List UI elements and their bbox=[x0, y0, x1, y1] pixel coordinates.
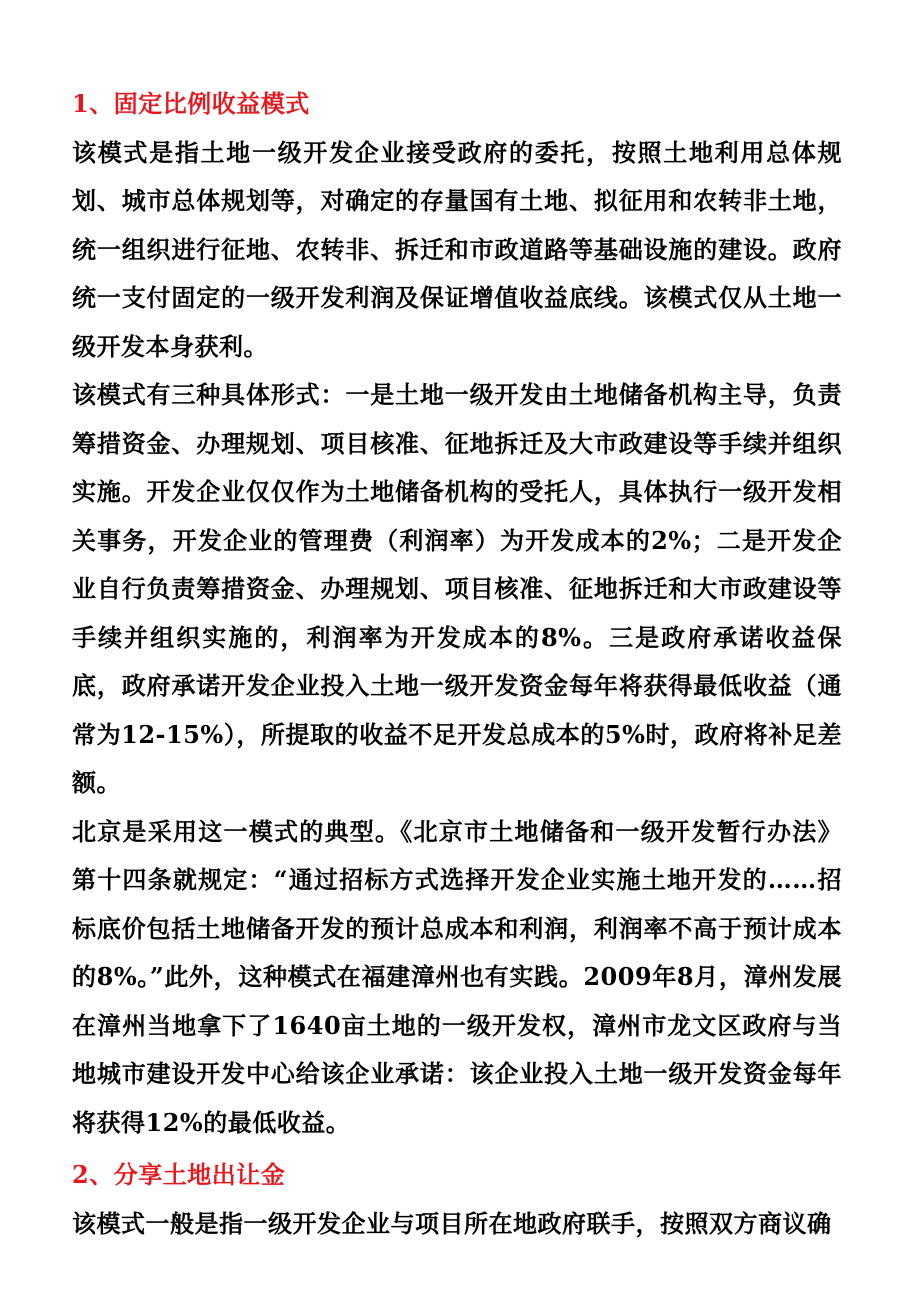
paragraph-4: 该模式一般是指一级开发企业与项目所在地政府联手，按照双方商议确 bbox=[72, 1208, 832, 1238]
paragraph-3: 北京是采用这一模式的典型。《北京市土地储备和一级开发暂行办法》第十四条就规定：“通过招标方式选择开发企业实施土地开发的……招标底价包括土地储备开发的预计总成本和利润，利润率不高于预计成本的8%。”此外，这种模式在福建漳州也有实践。2009年8月，漳州发展在漳州当地拿下了1640亩土地的一级开发权，漳州市龙文区政府与当地城市建设开发中心给该企业承诺：该企业投入土地一级开发资金每年将获得12%的最低收益。 bbox=[72, 816, 842, 1137]
paragraph-1: 该模式是指土地一级开发企业接受政府的委托，按照土地利用总体规划、城市总体规划等，对确定的存量国有土地、拟征用和农转非土地，统一组织进行征地、农转非、拆迁和市政道路等基础设施的建设。政府统一支付固定的一级开发利润及保证增值收益底线。该模式仅从土地一级开发本身获利。 bbox=[72, 137, 842, 361]
section-heading-1: 1、固定比例收益模式 bbox=[72, 89, 310, 118]
document-page bbox=[72, 80, 842, 1248]
section-heading-2: 2、分享土地出让金 bbox=[72, 1160, 286, 1189]
paragraph-2: 该模式有三种具体形式：一是土地一级开发由土地储备机构主导，负责筹措资金、办理规划、项目核准、征地拆迁及大市政建设等手续并组织实施。开发企业仅仅作为土地储备机构的受托人，具体执行一级开发相关事务，开发企业的管理费（利润率）为开发成本的2%；二是开发企业自行负责筹措资金、办理规划、项目核准、征地拆迁和大市政建设等手续并组织实施的，利润率为开发成本的8%。三是政府承诺收益保底，政府承诺开发企业投入土地一级开发资金每年将获得最低收益（通常为12-15%），所提取的收益不足开发总成本的5%时，政府将补足差额。 bbox=[72, 380, 842, 797]
